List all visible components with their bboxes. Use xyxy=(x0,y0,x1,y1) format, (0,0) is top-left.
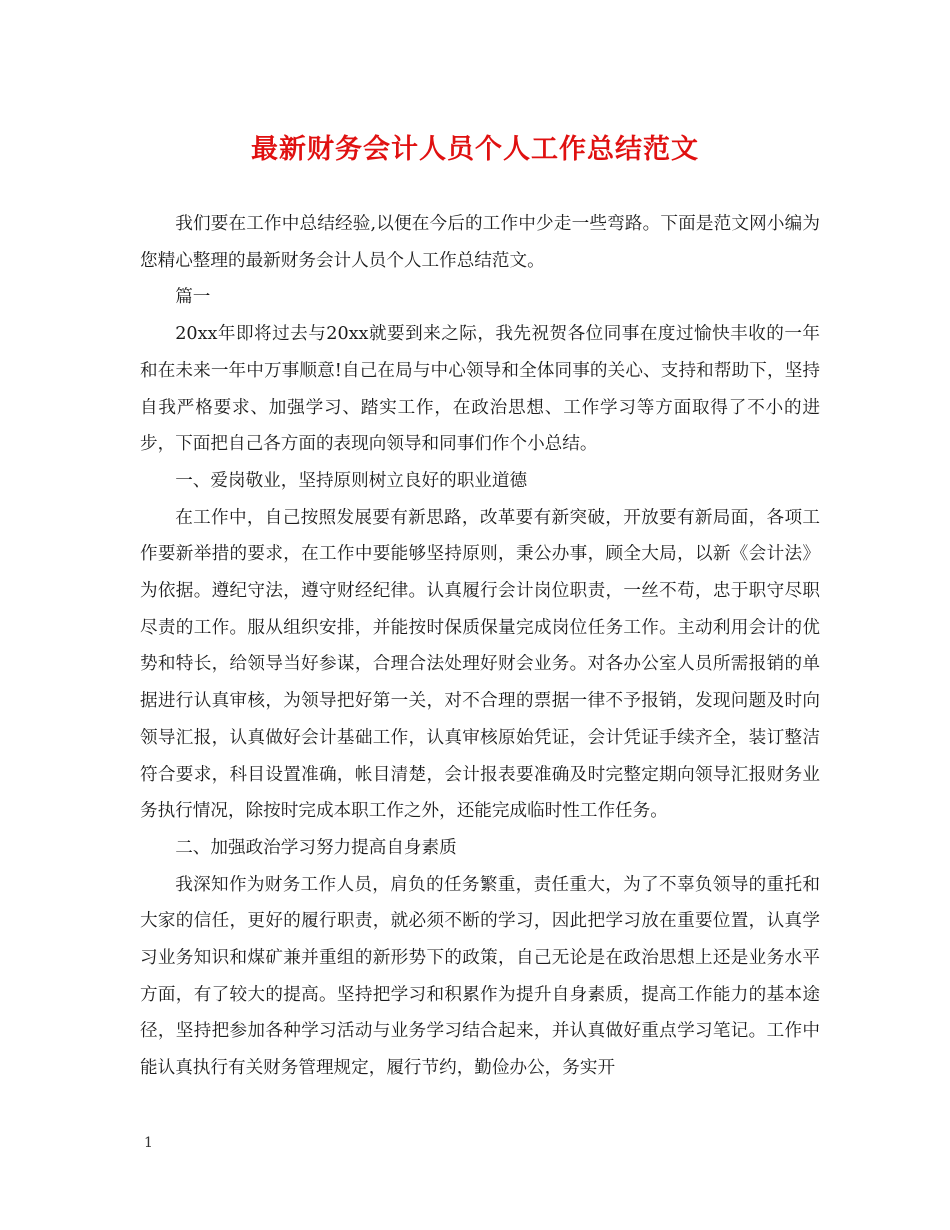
section-heading: 一、爱岗敬业，坚持原则树立良好的职业道德 xyxy=(175,470,528,491)
page-number: 1 xyxy=(144,1135,153,1151)
body-paragraph: 20xx年即将过去与20xx就要到来之际，我先祝贺各位同事在度过愉快丰收的一年和在未来一年中万事顺意!自己在局与中心领导和全体同事的关心、支持和帮助下，坚持自我严格要求、加强学习、踏实工作，在政治思想、工作学习等方面取得了不小的进步，下面把自己各方面的表现向领导和同事们作个小总结。 xyxy=(140,324,820,455)
body-paragraph: 在工作中，自己按照发展要有新思路，改革要有新突破，开放要有新局面，各项工作要新举措的要求，在工作中要能够坚持原则，秉公办事，顾全大局，以新《会计法》为依据。遵纪守法，遵守财经纪律。认真履行会计岗位职责，一丝不苟，忠于职守尽职尽责的工作。服从组织安排，并能按时保质保量完成岗位任务工作。主动利用会计的优势和特长，给领导当好参谋，合理合法处理好财会业务。对各办公室人员所需报销的单据进行认真审核，为领导把好第一关，对不合理的票据一律不予报销，发现问题及时向领导汇报，认真做好会计基础工作，认真审核原始凭证，会计凭证手续齐全，装订整洁符合要求，科目设置准确，帐目清楚，会计报表要准确及时完整定期向领导汇报财务业务执行情况，除按时完成本职工作之外，还能完成临时性工作任务。 xyxy=(140,507,820,822)
section-label: 篇一 xyxy=(175,287,211,308)
document-title: 最新财务会计人员个人工作总结范文 xyxy=(251,134,699,165)
document-body xyxy=(140,206,820,1087)
section-heading: 二、加强政治学习努力提高自身素质 xyxy=(175,837,457,858)
body-paragraph: 我深知作为财务工作人员，肩负的任务繁重，责任重大，为了不辜负领导的重托和大家的信任，更好的履行职责，就必须不断的学习，因此把学习放在重要位置，认真学习业务知识和煤矿兼并重组的新形势下的政策，自己无论是在政治思想上还是业务水平方面，有了较大的提高。坚持把学习和积累作为提升自身素质，提高工作能力的基本途径，坚持把参加各种学习活动与业务学习结合起来，并认真做好重点学习笔记。工作中能认真执行有关财务管理规定，履行节约，勤俭办公，务实开 xyxy=(140,874,820,1079)
intro-paragraph: 我们要在工作中总结经验,以便在今后的工作中少走一些弯路。下面是范文网小编为您精心整理的最新财务会计人员个人工作总结范文。 xyxy=(140,214,820,271)
